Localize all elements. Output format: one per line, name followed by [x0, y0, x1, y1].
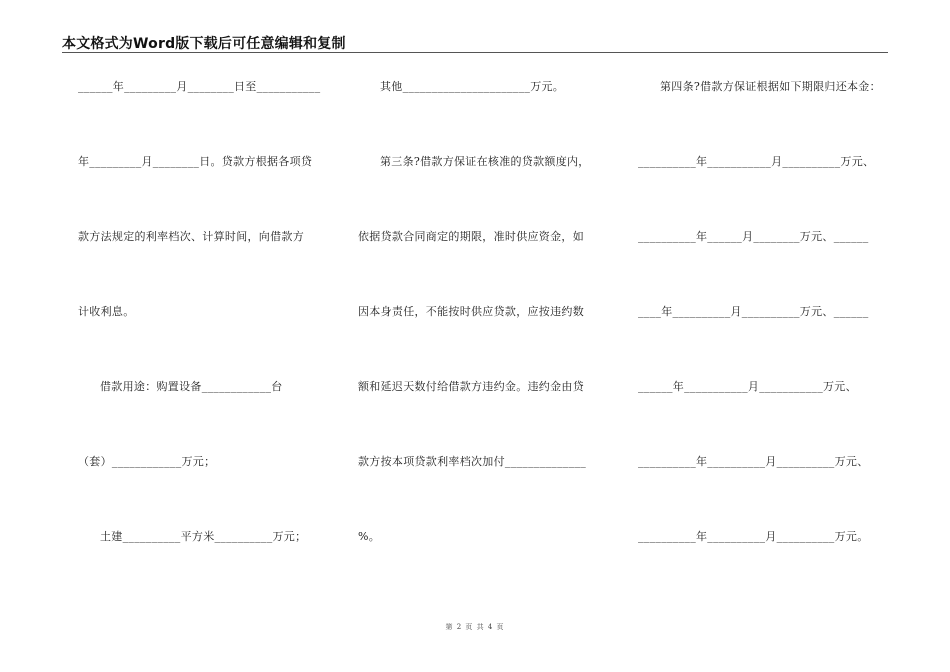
text-line: 年_________月________日。贷款方根据各项贷 [78, 155, 313, 168]
text-line: 因本身责任，不能按时供应贷款，应按违约数 [358, 305, 584, 318]
page-number: 第 2 页 共 4 页 [445, 623, 505, 631]
text-line: __________年__________月__________万元。 [638, 530, 869, 543]
text-line: 额和延迟天数付给借款方违约金。违约金由贷 [358, 380, 584, 393]
text-column-left [78, 0, 321, 672]
text-line: ______年_________月________日至___________ [78, 80, 321, 93]
text-line: 第三条?借款方保证在核准的贷款额度内， [380, 155, 590, 168]
text-line: 土建__________平方米__________万元； [100, 530, 307, 543]
text-line: （套）____________万元； [78, 455, 216, 468]
text-line: 依据贷款合同商定的期限，准时供应资金，如 [358, 230, 584, 243]
text-line: 计收利息。 [78, 305, 135, 318]
text-line: __________年______月________万元、______ [638, 230, 869, 243]
document-header-title: 本文格式为Word版下载后可任意编辑和复制 [62, 36, 346, 52]
text-line: %。 [358, 530, 381, 543]
text-line: ______年___________月___________万元、 [638, 380, 857, 393]
text-line: 其他______________________万元。 [380, 80, 565, 93]
text-line: 款方法规定的利率档次、计算时间，向借款方 [78, 230, 304, 243]
text-line: 款方按本项贷款利率档次加付______________ [358, 455, 587, 468]
text-column-middle [358, 0, 603, 672]
text-line: __________年___________月__________万元、 [638, 155, 875, 168]
text-column-right [638, 0, 890, 672]
text-line: 第四条?借款方保证根据如下期限归还本金： [660, 80, 881, 93]
text-line: ____年__________月__________万元、______ [638, 305, 869, 318]
text-line: 借款用途：购置设备____________台 [100, 380, 283, 393]
text-line: __________年__________月__________万元、 [638, 455, 869, 468]
